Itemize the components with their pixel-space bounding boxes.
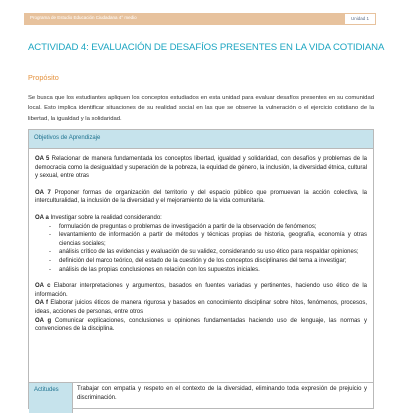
objectives-heading: Objetivos de Aprendizaje [34,135,101,141]
activity-title: ACTIVIDAD 4: EVALUACIÓN DE DESAFÍOS PRESENTES EN LA VIDA COTIDIANA [28,42,385,53]
oaa-list-item: - definición del marco teórico, del estado de la cuestión y de los conceptos disciplinares del tema a investigar; [59,257,367,266]
oaa-list-item: - análisis crítico de las evidencias y evaluación de su validez, considerando su uso ético para respaldar opiniones; [59,248,367,257]
oac-paragraph [35,282,367,299]
oaa-list-item: - formulación de preguntas o problemas de investigación a partir de la observación de fenómenos; [59,223,367,232]
oag-paragraph [35,317,367,334]
oa7-text: Proponer formas de organización del territorio y del espacio público que promuevan la acción colectiva, la interculturalidad, la inclusión de la diversidad y el mejoramiento de la vida comunitaria. [35,189,368,205]
oaa-list-item: - levantamiento de información a partir de métodos y técnicas propias de historia, geografía, economía y otras ciencias sociales; [59,231,367,248]
unit-label: Unidad 1 [351,16,370,21]
program-title: Programa de Estudio Educación Ciudadana 4° medio [30,15,137,20]
purpose-heading: Propósito [28,73,59,82]
attitudes-label: Actitudes [34,387,59,393]
objectives-cell [29,149,373,334]
oaf-paragraph [35,299,367,316]
objectives-table [28,129,374,409]
attitudes-row [29,382,373,413]
oa5-text: Relacionar de manera fundamentada los conceptos libertad, igualdad y solidaridad, con desafíos y problemas de la democracia como la desigualdad y superación de la pobreza, la equidad de género, la inclusión, la diversidad étnica, cultural y sexual, entre otras [35,156,367,180]
oaa-list-item: - análisis de las propias conclusiones en relación con los supuestos iniciales. [59,266,367,275]
oac-text: Elaborar interpretaciones y argumentos, basados en fuentes variadas y pertinentes, haciendo uso ético de la información. [35,283,367,298]
oaf-text: Elaborar juicios éticos de manera rigurosa y basados en conocimiento disciplinar sobre hitos, fenómenos, procesos, ideas, acciones de personas, entre otros [35,300,367,315]
oa7-code: OA 7 [35,189,51,196]
attitudes-text: Trabajar con empatía y respeto en el contexto de la diversidad, eliminando toda expresión de prejuicio y discriminación. [77,386,367,401]
oaa-paragraph [35,214,367,223]
objectives-header [29,130,373,149]
oa7-paragraph [35,189,367,206]
oa5-code: OA 5 [35,156,50,162]
attitudes-label-cell [29,383,73,413]
oaa-code: OA a [35,214,49,221]
oac-code: OA c [35,283,51,290]
oag-text: Comunicar explicaciones, conclusiones u opiniones fundamentadas haciendo uso de lenguaje, las normas y convenciones de la disciplina. [35,317,368,333]
unit-badge [344,13,376,25]
purpose-text: Se busca que los estudiantes apliquen los conceptos estudiados en esta unidad para evaluar desafíos presentes en su comunidad local. Esto implica identificar situaciones de su realidad social en las que se observe la vulneración o el ejercicio cotidiano de la libertad, la igualdad y la solidaridad. [28,94,374,123]
oaf-code: OA f [35,300,49,307]
header-bar [24,13,376,25]
oaa-list [35,223,367,275]
oag-code: OA g [35,317,52,324]
oaa-text: Investigar sobre la realidad considerando: [48,214,162,221]
oa5-paragraph [35,155,367,181]
